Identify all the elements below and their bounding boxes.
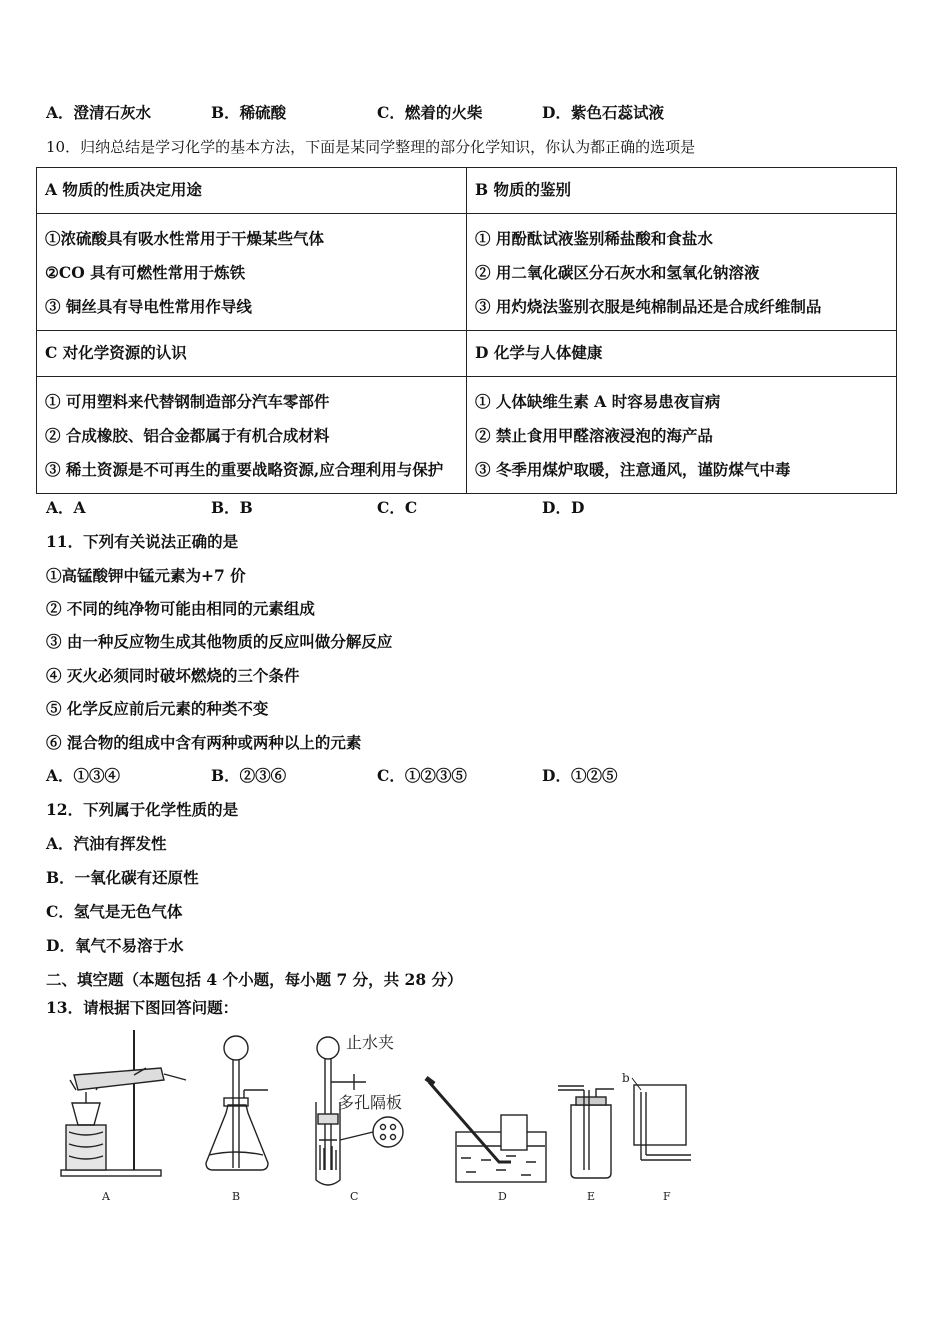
table-item: ③ 铜丝具有导电性常用作导线	[45, 297, 252, 316]
q11-option-b[interactable]: B．②③⑥	[211, 766, 287, 785]
q10-stem: 10．归纳总结是学习化学的基本方法，下面是某同学整理的部分化学知识，你认为都正确的选项是	[46, 138, 696, 156]
table-cell-d	[467, 377, 897, 494]
table-item: ③ 稀土资源是不可再生的重要战略资源,应合理利用与保护	[45, 460, 444, 479]
q11-statement: ④ 灭火必须同时破坏燃烧的三个条件	[46, 666, 300, 685]
apparatus-a-icon	[61, 1030, 186, 1176]
q11-statement: ③ 由一种反应物生成其他物质的反应叫做分解反应	[46, 632, 393, 651]
table-header-a: A 物质的性质决定用途	[37, 168, 467, 214]
apparatus-b-icon	[206, 1036, 268, 1170]
table-cell-c	[37, 377, 467, 494]
q12-stem: 12．下列属于化学性质的是	[46, 800, 239, 819]
table-header-b: B 物质的鉴别	[467, 168, 897, 214]
section-2-heading: 二、填空题（本题包括 4 个小题，每小题 7 分，共 28 分）	[46, 970, 463, 989]
q9-option-a[interactable]: A．澄清石灰水	[46, 103, 152, 122]
table-item: ① 用酚酞试液鉴别稀盐酸和食盐水	[475, 229, 713, 248]
table-item: ① 人体缺维生素 A 时容易患夜盲病	[475, 392, 721, 411]
porous-plate-label: 多孔隔板	[338, 1093, 403, 1112]
apparatus-d-icon	[426, 1078, 546, 1182]
q11-stem: 11．下列有关说法正确的是	[46, 532, 239, 551]
q9-option-c[interactable]: C．燃着的火柴	[377, 103, 483, 122]
figure-label-b: B	[232, 1190, 241, 1203]
table-item: ③ 冬季用煤炉取暖，注意通风，谨防煤气中毒	[475, 460, 791, 479]
table-item: ② 合成橡胶、铝合金都属于有机合成材料	[45, 426, 330, 445]
q11-option-c[interactable]: C．①②③⑤	[377, 766, 467, 785]
figure-label-e: E	[587, 1190, 596, 1203]
table-item: ② 禁止食用甲醛溶液浸泡的海产品	[475, 426, 713, 445]
figure-label-a: A	[102, 1190, 110, 1203]
q11-statement: ⑥ 混合物的组成中含有两种或两种以上的元素	[46, 733, 362, 752]
q9-option-b[interactable]: B．稀硫酸	[211, 103, 287, 122]
q11-statement: ⑤ 化学反应前后元素的种类不变	[46, 699, 269, 718]
q9-option-d[interactable]: D．紫色石蕊试液	[542, 103, 664, 122]
table-header-c: C 对化学资源的认识	[37, 331, 467, 377]
q10-option-c[interactable]: C．C	[377, 498, 418, 517]
table-item: ② 用二氧化碳区分石灰水和氢氧化钠溶液	[475, 263, 760, 282]
q12-option-a[interactable]: A．汽油有挥发性	[46, 834, 167, 853]
lab-apparatus-figure	[36, 1020, 716, 1210]
table-item: ①浓硫酸具有吸水性常用于干燥某些气体	[45, 229, 325, 248]
q10-knowledge-table	[36, 167, 897, 494]
q10-option-b[interactable]: B．B	[211, 498, 253, 517]
table-item: ③ 用灼烧法鉴别衣服是纯棉制品还是合成纤维制品	[475, 297, 822, 316]
port-b-label: b	[622, 1071, 630, 1085]
q10-option-a[interactable]: A．A	[46, 498, 86, 517]
figure-label-c: C	[350, 1190, 359, 1203]
table-item: ②CO 具有可燃性常用于炼铁	[45, 263, 246, 282]
table-cell-b	[467, 214, 897, 331]
q13-stem: 13．请根据下图回答问题：	[46, 998, 239, 1017]
apparatus-f-icon	[632, 1078, 691, 1160]
table-cell-a	[37, 214, 467, 331]
q11-statement: ② 不同的纯净物可能由相同的元素组成	[46, 599, 315, 618]
q12-option-d[interactable]: D．氧气不易溶于水	[46, 936, 184, 955]
clamp-label: 止水夹	[346, 1033, 395, 1052]
q11-statement: ①高锰酸钾中锰元素为+7 价	[46, 566, 246, 585]
figure-label-f: F	[663, 1190, 671, 1203]
figure-label-d: D	[498, 1190, 507, 1203]
q12-option-c[interactable]: C．氢气是无色气体	[46, 902, 183, 921]
q11-option-d[interactable]: D．①②⑤	[542, 766, 618, 785]
table-item: ① 可用塑料来代替钢制造部分汽车零部件	[45, 392, 330, 411]
q12-option-b[interactable]: B．一氧化碳有还原性	[46, 868, 199, 887]
table-header-d: D 化学与人体健康	[467, 331, 897, 377]
q10-option-d[interactable]: D．D	[542, 498, 585, 517]
apparatus-e-icon	[558, 1086, 614, 1178]
q11-option-a[interactable]: A．①③④	[46, 766, 121, 785]
